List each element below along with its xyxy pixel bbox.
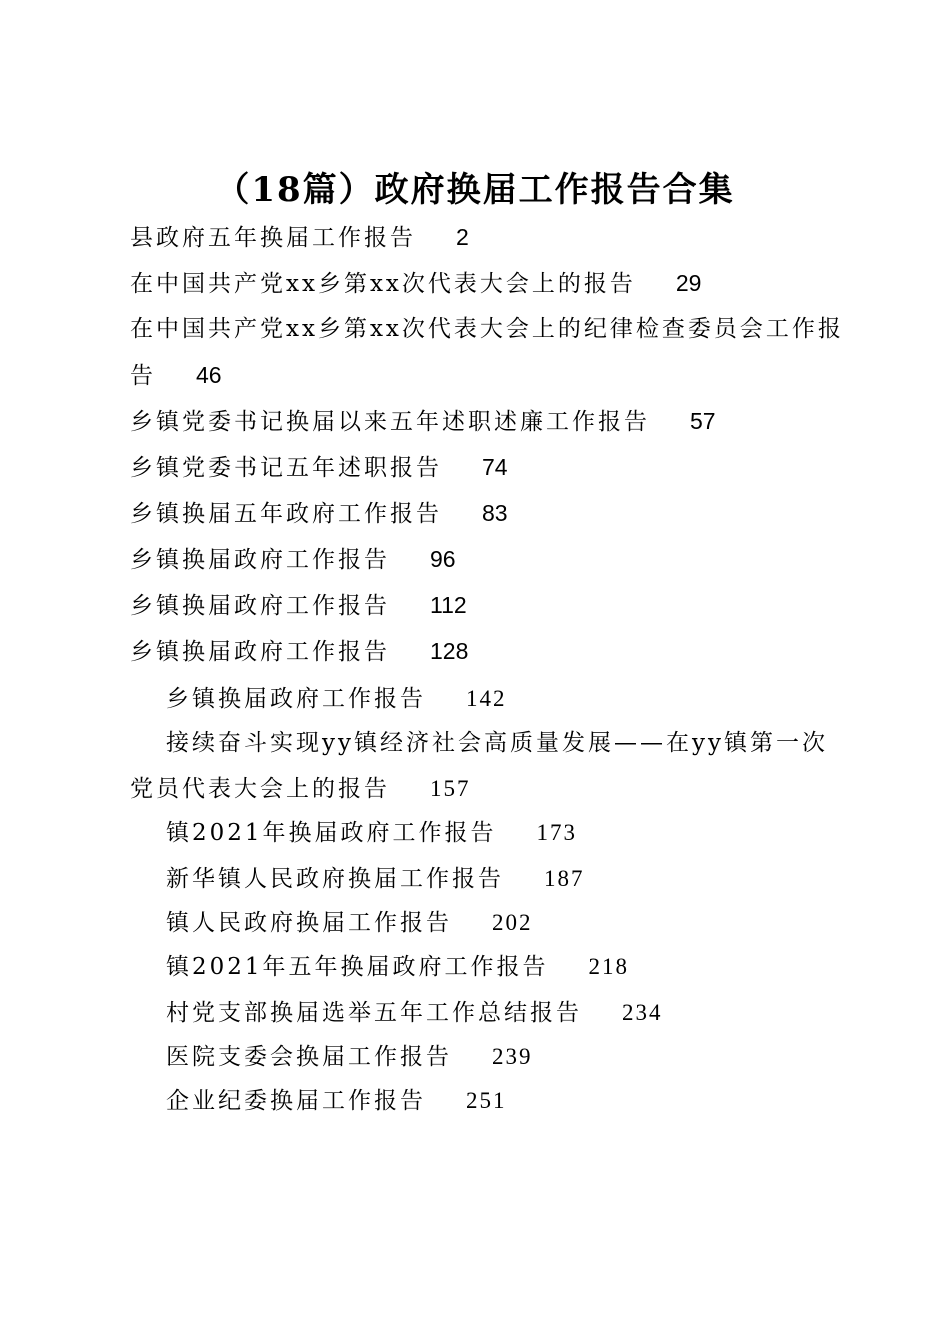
toc-entry-label: 企业纪委换届工作报告	[166, 1088, 426, 1114]
toc-entry[interactable]	[166, 944, 886, 990]
toc-entry-label: 在中国共产党xx乡第xx次代表大会上的纪律检查委员会工作报	[130, 316, 844, 342]
toc-entry-page: 251	[466, 1088, 507, 1113]
toc-entry-page: 46	[196, 362, 222, 388]
toc-entry-page: 218	[588, 954, 630, 979]
toc-entry[interactable]	[166, 810, 886, 856]
toc-entry-page: 57	[690, 408, 716, 434]
toc-entry-label: 乡镇换届政府工作报告	[130, 593, 390, 619]
toc-entry-label: 乡镇换届政府工作报告	[166, 686, 426, 712]
toc-entry-page: 142	[466, 686, 507, 711]
toc-entry[interactable]	[130, 628, 850, 675]
toc-entry-label: 新华镇人民政府换届工作报告	[166, 866, 504, 892]
toc-entry-label: 村党支部换届选举五年工作总结报告	[166, 1000, 582, 1026]
toc-entry-page: 239	[492, 1044, 533, 1069]
toc-entry-label: 镇2021年五年换届政府工作报告	[166, 954, 549, 980]
toc-entry-label: 乡镇党委书记五年述职报告	[130, 455, 442, 481]
toc-entry-label: 镇2021年换届政府工作报告	[166, 820, 497, 846]
toc-entry-page: 96	[430, 546, 456, 572]
toc-entry-continuation[interactable]	[130, 766, 850, 812]
toc-entry-page: 173	[536, 820, 578, 845]
toc-entry[interactable]	[130, 582, 850, 629]
toc-entry[interactable]	[130, 260, 850, 307]
toc-entry-page: 157	[430, 776, 471, 801]
toc-entry[interactable]	[166, 1078, 886, 1124]
toc-entry-page: 83	[482, 500, 508, 526]
toc-entry[interactable]	[166, 856, 886, 902]
toc-entry-page: 187	[544, 866, 585, 891]
toc-entry[interactable]	[166, 900, 886, 946]
toc-entry-page: 234	[622, 1000, 663, 1025]
toc-entry[interactable]	[130, 444, 850, 491]
toc-entry-page: 128	[430, 638, 469, 664]
toc-entry[interactable]	[166, 990, 886, 1036]
toc-entry-label: 接续奋斗实现yy镇经济社会高质量发展——在yy镇第一次	[166, 730, 828, 756]
toc-entry[interactable]	[130, 214, 850, 261]
toc-entry-page: 202	[492, 910, 533, 935]
toc-entry-page: 74	[482, 454, 508, 480]
toc-entry-label: 乡镇党委书记换届以来五年述职述廉工作报告	[130, 409, 650, 435]
toc-entry-page: 112	[430, 592, 467, 618]
toc-entry[interactable]	[130, 536, 850, 583]
toc-entry-page: 29	[675, 270, 702, 296]
toc-entry-label: 乡镇换届政府工作报告	[130, 547, 390, 573]
toc-entry[interactable]	[130, 306, 850, 352]
toc-entry-label: 乡镇换届政府工作报告	[130, 639, 390, 665]
toc-entry-label: 医院支委会换届工作报告	[166, 1044, 452, 1070]
toc-entry-label: 在中国共产党xx乡第xx次代表大会上的报告	[130, 271, 636, 297]
toc-entry[interactable]	[130, 398, 850, 445]
document-title: （18篇）政府换届工作报告合集	[215, 170, 735, 210]
toc-entry[interactable]	[166, 720, 886, 766]
toc-entry-label: 告	[130, 363, 156, 389]
toc-entry-label: 镇人民政府换届工作报告	[166, 910, 452, 936]
toc-entry-continuation[interactable]	[130, 352, 850, 399]
toc-entry[interactable]	[166, 676, 886, 722]
toc-entry[interactable]	[130, 490, 850, 537]
toc-entry-label: 县政府五年换届工作报告	[130, 225, 416, 251]
toc-entry-label: 党员代表大会上的报告	[130, 776, 390, 802]
toc-entry[interactable]	[166, 1034, 886, 1080]
toc-entry-label: 乡镇换届五年政府工作报告	[130, 501, 442, 527]
toc-entry-page: 2	[456, 224, 469, 250]
